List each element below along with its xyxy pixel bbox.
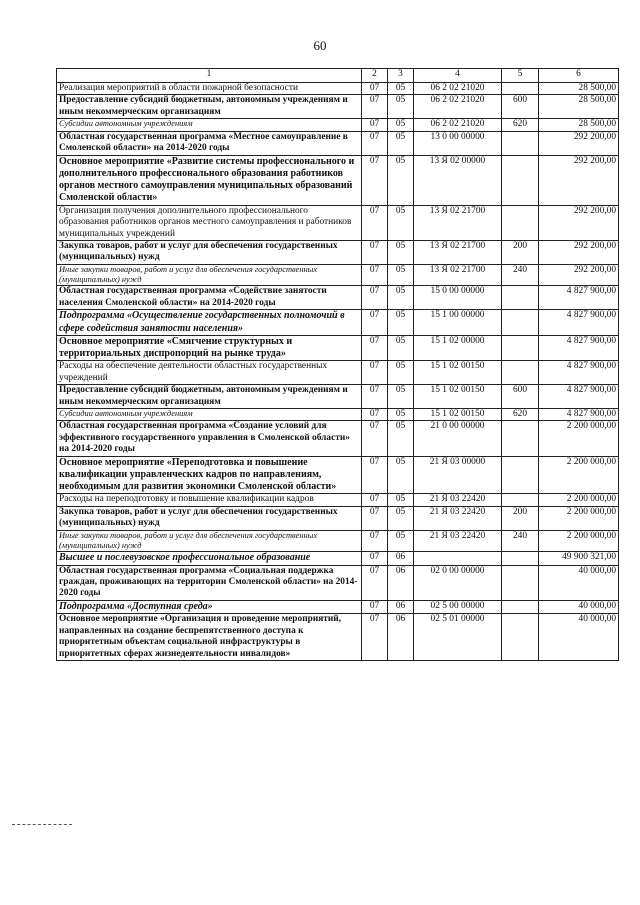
cell-section: 07 [362, 310, 388, 335]
cell-expense-type [502, 310, 539, 335]
cell-target-code: 13 Я 02 21700 [414, 205, 502, 240]
cell-expense-type [502, 205, 539, 240]
cell-section: 07 [362, 506, 388, 530]
cell-name: Подпрограмма «Осуществление государственных полномочий в сфере содействия занятости населения» [57, 310, 362, 335]
cell-amount: 292 200,00 [539, 240, 619, 264]
table-row [57, 361, 619, 385]
cell-target-code: 21 0 00 00000 [414, 421, 502, 456]
cell-subsection: 05 [388, 155, 414, 205]
cell-name: Основное мероприятие «Смягчение структурных и территориальных диспропорций на рынке труда» [57, 335, 362, 360]
cell-expense-type [502, 565, 539, 600]
cell-section: 07 [362, 83, 388, 95]
cell-subsection: 05 [388, 335, 414, 360]
cell-amount: 2 200 000,00 [539, 421, 619, 456]
cell-section: 07 [362, 131, 388, 155]
cell-expense-type [502, 361, 539, 385]
table-row [57, 240, 619, 264]
cell-amount: 292 200,00 [539, 131, 619, 155]
cell-name: Иные закупки товаров, работ и услуг для обеспечения государственных (муниципальных) нужд [57, 530, 362, 552]
cell-name: Закупка товаров, работ и услуг для обеспечения государственных (муниципальных) нужд [57, 506, 362, 530]
cell-amount: 4 827 900,00 [539, 286, 619, 310]
cell-subsection: 05 [388, 83, 414, 95]
cell-target-code: 15 0 00 00000 [414, 286, 502, 310]
cell-target-code: 06 2 02 21020 [414, 119, 502, 131]
cell-amount: 292 200,00 [539, 264, 619, 286]
cell-target-code: 21 Я 03 22420 [414, 506, 502, 530]
cell-target-code: 13 Я 02 00000 [414, 155, 502, 205]
table-row [57, 530, 619, 552]
cell-name: Областная государственная программа «Содействие занятости населения Смоленской области» на 2014-2020 годы [57, 286, 362, 310]
cell-amount: 2 200 000,00 [539, 456, 619, 494]
cell-amount: 2 200 000,00 [539, 494, 619, 506]
cell-section: 07 [362, 494, 388, 506]
table-row [57, 456, 619, 494]
cell-subsection: 05 [388, 385, 414, 409]
cell-amount: 2 200 000,00 [539, 530, 619, 552]
cell-name: Высшее и послевузовское профессиональное образование [57, 552, 362, 565]
cell-section: 07 [362, 286, 388, 310]
cell-subsection: 06 [388, 614, 414, 661]
table-row [57, 155, 619, 205]
header-cell-name: 1 [57, 69, 362, 83]
cell-name: Основное мероприятие «Развитие системы профессионального и дополнительного профессионального образования работников органов местного самоуправления муниципальных образований Смоленской области» [57, 155, 362, 205]
cell-amount: 4 827 900,00 [539, 335, 619, 360]
cell-name: Областная государственная программа «Социальная поддержка граждан, проживающих на территории Смоленской области» на 2014-2020 годы [57, 565, 362, 600]
table-row [57, 119, 619, 131]
table-row [57, 286, 619, 310]
cell-name: Основное мероприятие «Переподготовка и повышение квалификации управленческих кадров по направлениям, необходимым для развития экономики Смоленской области» [57, 456, 362, 494]
cell-subsection: 05 [388, 310, 414, 335]
cell-subsection: 05 [388, 286, 414, 310]
cell-expense-type [502, 421, 539, 456]
page-number: 60 [313, 38, 327, 53]
cell-subsection: 05 [388, 506, 414, 530]
cell-expense-type [502, 83, 539, 95]
cell-name: Основное мероприятие «Организация и проведение мероприятий, направленных на создание беспрепятственного доступа к приоритетным объектам социальной инфраструктуры в приоритетных сферах жизнедеятельности инвалидов» [57, 614, 362, 661]
header-cell-section: 2 [362, 69, 388, 83]
cell-name: Иные закупки товаров, работ и услуг для обеспечения государственных (муниципальных) нужд [57, 264, 362, 286]
cell-name: Субсидии автономным учреждениям [57, 119, 362, 131]
cell-section: 07 [362, 361, 388, 385]
cell-section: 07 [362, 205, 388, 240]
cell-expense-type [502, 155, 539, 205]
cell-amount: 4 827 900,00 [539, 385, 619, 409]
cell-expense-type: 600 [502, 95, 539, 119]
cell-name: Предоставление субсидий бюджетным, автономным учреждениям и иным некоммерческим организациям [57, 95, 362, 119]
table-row [57, 205, 619, 240]
table-row [57, 565, 619, 600]
cell-target-code: 02 0 00 00000 [414, 565, 502, 600]
cell-subsection: 06 [388, 552, 414, 565]
table-row [57, 600, 619, 613]
cell-target-code: 13 Я 02 21700 [414, 240, 502, 264]
cell-amount: 40 000,00 [539, 600, 619, 613]
table-row [57, 494, 619, 506]
cell-expense-type: 600 [502, 385, 539, 409]
cell-amount: 4 827 900,00 [539, 310, 619, 335]
cell-name: Областная государственная программа «Местное самоуправление в Смоленской области» на 2014-2020 годы [57, 131, 362, 155]
cell-target-code: 02 5 00 00000 [414, 600, 502, 613]
cell-name: Предоставление субсидий бюджетным, автономным учреждениям и иным некоммерческим организациям [57, 385, 362, 409]
cell-target-code: 06 2 02 21020 [414, 95, 502, 119]
cell-amount: 292 200,00 [539, 205, 619, 240]
cell-target-code: 21 Я 03 22420 [414, 530, 502, 552]
cell-expense-type: 620 [502, 408, 539, 420]
cell-name: Организация получения дополнительного профессионального образования работников органов местного самоуправления и работников муниципальных учреждений [57, 205, 362, 240]
cell-section: 07 [362, 95, 388, 119]
cell-amount: 40 000,00 [539, 614, 619, 661]
table-row [57, 95, 619, 119]
cell-subsection: 05 [388, 131, 414, 155]
cell-target-code: 02 5 01 00000 [414, 614, 502, 661]
cell-section: 07 [362, 614, 388, 661]
table-row [57, 421, 619, 456]
cell-expense-type [502, 494, 539, 506]
cell-section: 07 [362, 335, 388, 360]
budget-table [56, 68, 619, 661]
cell-name: Расходы на обеспечение деятельности областных государственных учреждений [57, 361, 362, 385]
cell-amount: 28 500,00 [539, 119, 619, 131]
cell-subsection: 05 [388, 240, 414, 264]
cell-amount: 49 900 321,00 [539, 552, 619, 565]
cell-amount: 292 200,00 [539, 155, 619, 205]
cell-target-code: 15 1 00 00000 [414, 310, 502, 335]
cell-expense-type: 240 [502, 530, 539, 552]
cell-section: 07 [362, 408, 388, 420]
cell-expense-type: 200 [502, 240, 539, 264]
cell-name: Подпрограмма «Доступная среда» [57, 600, 362, 613]
cell-target-code: 13 Я 02 21700 [414, 264, 502, 286]
cell-section: 07 [362, 552, 388, 565]
cell-subsection: 05 [388, 264, 414, 286]
cell-target-code: 21 Я 03 00000 [414, 456, 502, 494]
table-row [57, 264, 619, 286]
cell-subsection: 05 [388, 205, 414, 240]
cell-subsection: 06 [388, 565, 414, 600]
cell-amount: 40 000,00 [539, 565, 619, 600]
table-row [57, 408, 619, 420]
cell-name: Закупка товаров, работ и услуг для обеспечения государственных (муниципальных) нужд [57, 240, 362, 264]
cell-expense-type [502, 600, 539, 613]
cell-subsection: 05 [388, 119, 414, 131]
cell-section: 07 [362, 240, 388, 264]
cell-target-code: 06 2 02 21020 [414, 83, 502, 95]
cell-name: Расходы на переподготовку и повышение квалификации кадров [57, 494, 362, 506]
cell-subsection: 05 [388, 530, 414, 552]
cell-subsection: 05 [388, 494, 414, 506]
table-row [57, 506, 619, 530]
margin-dash-mark [12, 824, 72, 825]
cell-target-code: 15 1 02 00000 [414, 335, 502, 360]
cell-name: Реализация мероприятий в области пожарной безопасности [57, 83, 362, 95]
cell-expense-type [502, 131, 539, 155]
header-cell-target-code: 4 [414, 69, 502, 83]
table-row [57, 310, 619, 335]
cell-amount: 2 200 000,00 [539, 506, 619, 530]
cell-name: Областная государственная программа «Создание условий для эффективного государственного управления в Смоленской области» на 2014-2020 годы [57, 421, 362, 456]
cell-expense-type [502, 456, 539, 494]
table-row [57, 335, 619, 360]
cell-subsection: 06 [388, 600, 414, 613]
table-row [57, 83, 619, 95]
header-cell-expense-type: 5 [502, 69, 539, 83]
cell-expense-type: 620 [502, 119, 539, 131]
cell-expense-type [502, 552, 539, 565]
cell-subsection: 05 [388, 408, 414, 420]
cell-amount: 28 500,00 [539, 83, 619, 95]
cell-target-code: 15 1 02 00150 [414, 361, 502, 385]
cell-target-code: 21 Я 03 22420 [414, 494, 502, 506]
table-header-row [57, 69, 619, 83]
cell-subsection: 05 [388, 361, 414, 385]
cell-amount: 4 827 900,00 [539, 361, 619, 385]
cell-target-code [414, 552, 502, 565]
cell-section: 07 [362, 264, 388, 286]
table-row [57, 614, 619, 661]
cell-expense-type: 240 [502, 264, 539, 286]
table-body [57, 83, 619, 661]
cell-section: 07 [362, 385, 388, 409]
table-row [57, 385, 619, 409]
header-cell-subsection: 3 [388, 69, 414, 83]
cell-subsection: 05 [388, 456, 414, 494]
cell-expense-type [502, 335, 539, 360]
cell-section: 07 [362, 155, 388, 205]
cell-target-code: 13 0 00 00000 [414, 131, 502, 155]
cell-amount: 28 500,00 [539, 95, 619, 119]
cell-subsection: 05 [388, 421, 414, 456]
header-cell-amount: 6 [539, 69, 619, 83]
cell-expense-type [502, 286, 539, 310]
cell-section: 07 [362, 421, 388, 456]
cell-section: 07 [362, 456, 388, 494]
cell-expense-type [502, 614, 539, 661]
cell-section: 07 [362, 565, 388, 600]
cell-expense-type: 200 [502, 506, 539, 530]
table-row [57, 131, 619, 155]
table-row [57, 552, 619, 565]
cell-subsection: 05 [388, 95, 414, 119]
cell-amount: 4 827 900,00 [539, 408, 619, 420]
cell-section: 07 [362, 119, 388, 131]
cell-section: 07 [362, 530, 388, 552]
cell-section: 07 [362, 600, 388, 613]
cell-target-code: 15 1 02 00150 [414, 408, 502, 420]
cell-name: Субсидии автономным учреждениям [57, 408, 362, 420]
cell-target-code: 15 1 02 00150 [414, 385, 502, 409]
